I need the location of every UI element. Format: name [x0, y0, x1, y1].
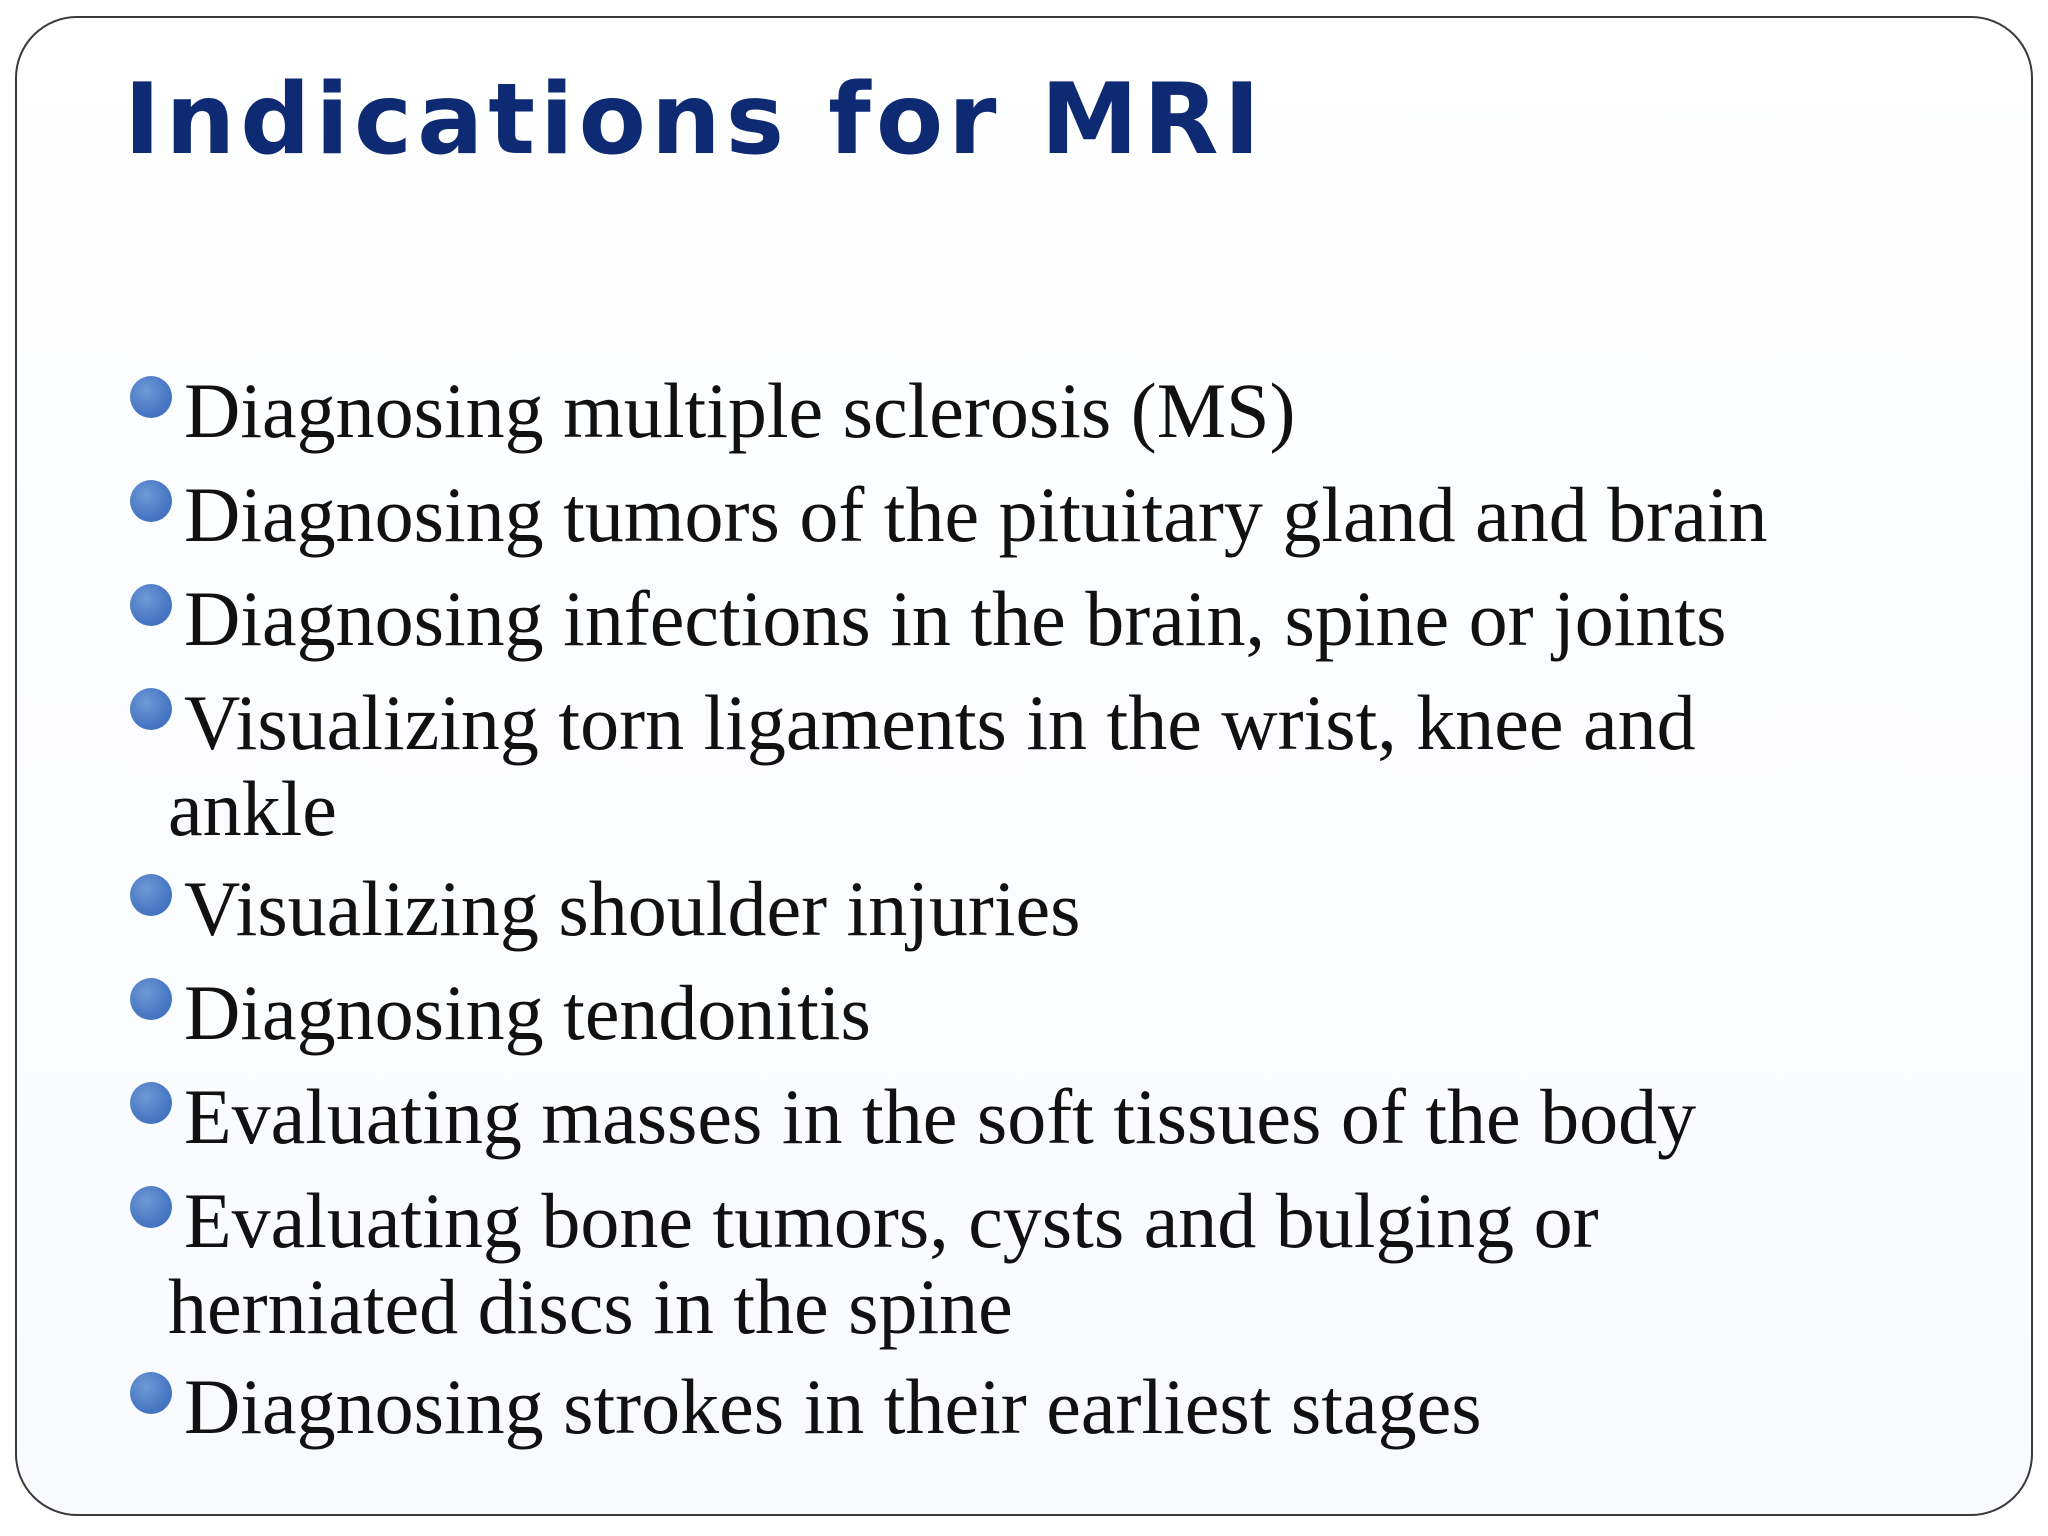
list-item-text: Visualizing torn ligaments in the wrist, knee and	[184, 679, 1696, 766]
slide-title: Indications for MRI	[124, 63, 1266, 177]
list-item	[130, 576, 1930, 662]
list-item	[130, 866, 1930, 952]
list-item-text: Evaluating masses in the soft tissues of the body	[184, 1073, 1697, 1160]
list-item-text: Diagnosing tendonitis	[184, 969, 871, 1056]
list-item-text: Diagnosing infections in the brain, spine or joints	[184, 575, 1727, 662]
list-item-text-continuation: herniated discs in the spine	[168, 1263, 1013, 1350]
bullet-dot-icon	[130, 688, 172, 730]
bullet-dot-icon	[130, 1082, 172, 1124]
list-item-text: Diagnosing strokes in their earliest stages	[184, 1363, 1482, 1450]
bullet-dot-icon	[130, 376, 172, 418]
list-item	[130, 970, 1930, 1056]
bullet-dot-icon	[130, 978, 172, 1020]
list-item-text: Diagnosing multiple sclerosis (MS)	[184, 367, 1296, 454]
list-item-text: Visualizing shoulder injuries	[184, 865, 1081, 952]
bullet-dot-icon	[130, 1372, 172, 1414]
list-item	[130, 472, 1930, 558]
list-item	[130, 680, 1930, 852]
list-item	[130, 1178, 1930, 1350]
bullet-dot-icon	[130, 480, 172, 522]
list-item	[130, 1074, 1930, 1160]
bullet-dot-icon	[130, 1186, 172, 1228]
list-item	[130, 368, 1930, 454]
list-item-text: Diagnosing tumors of the pituitary gland and brain	[184, 471, 1768, 558]
bullet-dot-icon	[130, 584, 172, 626]
list-item	[130, 1364, 1930, 1450]
bullet-dot-icon	[130, 874, 172, 916]
list-item-text: Evaluating bone tumors, cysts and bulging or	[184, 1177, 1599, 1264]
bullet-list	[130, 368, 1930, 1468]
list-item-text-continuation: ankle	[168, 765, 337, 852]
